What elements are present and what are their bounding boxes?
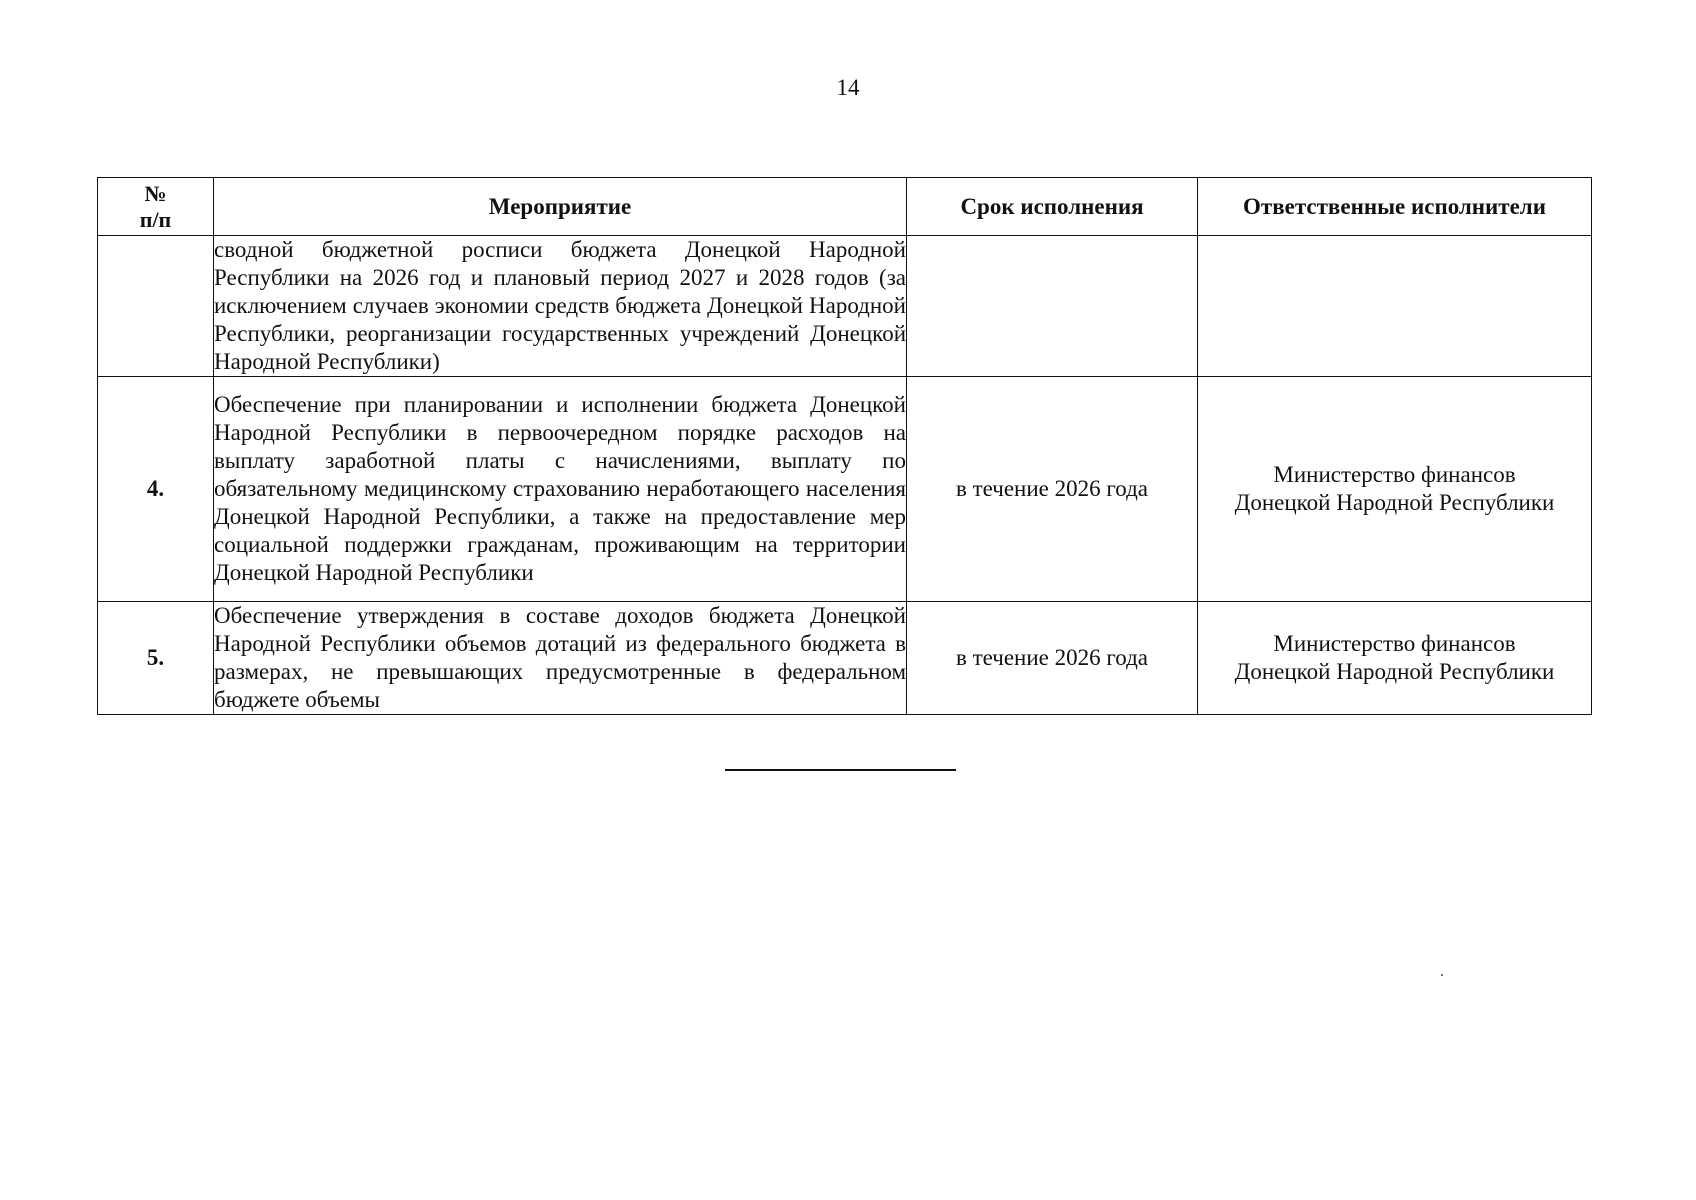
- header-responsible: Ответственные исполнители: [1198, 178, 1592, 236]
- header-number-pp: п/п: [139, 206, 172, 232]
- row-event-text: сводной бюджетной росписи бюджета Донецкой Народной Республики на 2026 год и плановый период 2027 и 2028 годов (за исключением случаев экономии средств бюджета Донецкой Народной Республики, реорганизации государственных учреждений Донецкой Народной Республики): [214, 237, 906, 374]
- row-responsible-line2: Донецкой Народной Республики: [1234, 490, 1555, 515]
- row-event: [214, 602, 907, 715]
- row-term: в течение 2026 года: [907, 377, 1198, 602]
- table-row: [98, 377, 1592, 602]
- row-number: 4.: [98, 377, 214, 602]
- row-event-text: Обеспечение утверждения в составе доходов бюджета Донецкой Народной Республики объемов дотаций из федерального бюджета в размерах, не превышающих предусмотренные в федеральном бюджете объемы: [214, 603, 906, 712]
- header-term: Срок исполнения: [907, 178, 1198, 236]
- row-event-text: Обеспечение при планировании и исполнении бюджета Донецкой Народной Республики в первоочередном порядке расходов на выплату заработной платы с начислениями, выплату по обязательному медицинскому страхованию неработающего населения Донецкой Народной Республики, а также на предоставление мер социальной поддержки гражданам, проживающим на территории Донецкой Народной Республики: [214, 392, 906, 585]
- header-number: [98, 178, 214, 236]
- row-term: [907, 236, 1198, 377]
- end-of-document-rule: [725, 769, 956, 771]
- row-number: 5.: [98, 602, 214, 715]
- scan-speck: [1441, 974, 1443, 976]
- row-responsible: [1198, 602, 1592, 715]
- row-responsible-line1: Министерство финансов: [1273, 462, 1516, 487]
- row-event: [214, 236, 907, 377]
- row-event: [214, 377, 907, 602]
- table-row: [98, 236, 1592, 377]
- header-event: Мероприятие: [214, 178, 907, 236]
- measures-table: [97, 177, 1592, 715]
- row-responsible-line1: Министерство финансов: [1273, 631, 1516, 656]
- table-row: [98, 602, 1592, 715]
- row-responsible-line2: Донецкой Народной Республики: [1234, 659, 1555, 684]
- row-responsible: [1198, 377, 1592, 602]
- row-responsible: [1198, 236, 1592, 377]
- page-number: 14: [836, 75, 860, 100]
- row-term: в течение 2026 года: [907, 602, 1198, 715]
- table-header-row: [98, 178, 1592, 236]
- header-number-symbol: №: [144, 180, 167, 206]
- row-number: [98, 236, 214, 377]
